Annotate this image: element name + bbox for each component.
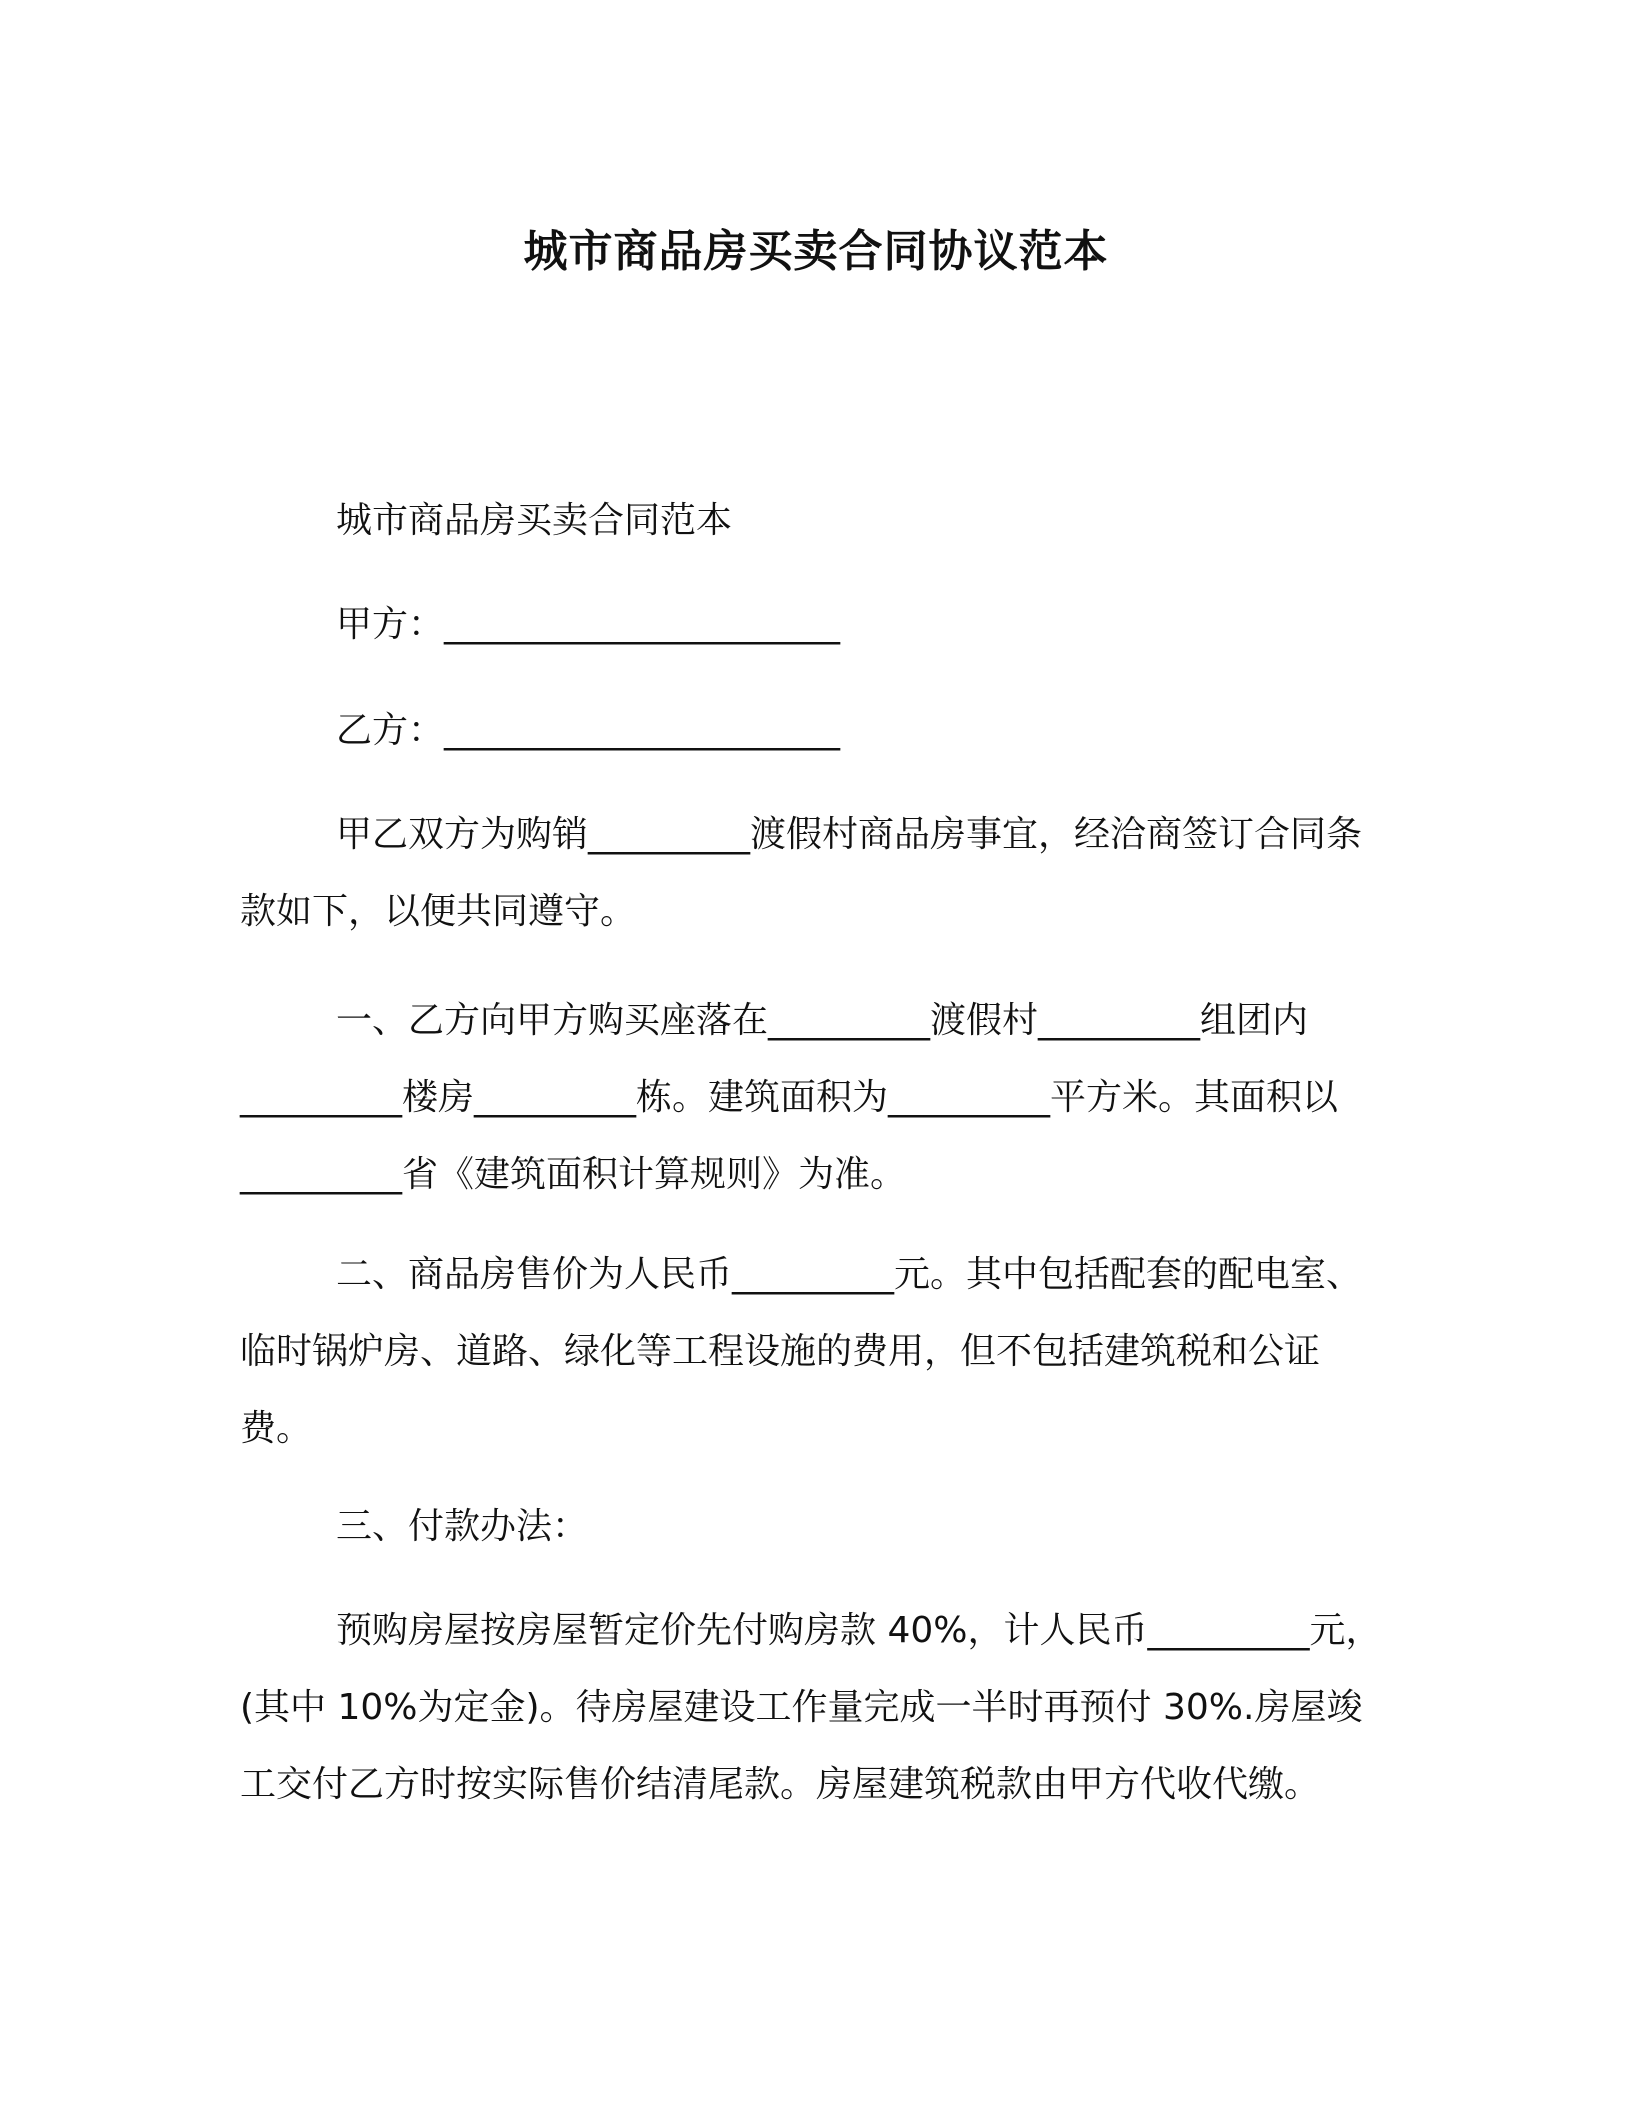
clause-three-heading: 三、付款办法： (336, 1506, 589, 1547)
clause-one-paragraph: 一、乙方向甲方购买座落在_________渡假村_________组团内_________楼房_________栋。建筑面积为_________平方米。其面积以_________省《建筑面积计算规则》为准。 (240, 1000, 1339, 1195)
clause-two-paragraph: 二、商品房售价为人民币_________元。其中包括配套的配电室、临时锅炉房、道路、绿化等工程设施的费用，但不包括建筑税和公证费。 (240, 1254, 1363, 1449)
party-a-line: 甲方：______________________ (336, 604, 841, 645)
clause-three-paragraph: 预购房屋按房屋暂定价先付购房款 40%，计人民币_________元，(其中 10%为定金)。待房屋建设工作量完成一半时再预付 30%.房屋竣工交付乙方时按实际售价结清尾款。房屋建筑税款由甲方代收代缴。 (240, 1610, 1382, 1805)
document-title: 城市商品房买卖合同协议范本 (523, 226, 1109, 277)
intro-paragraph: 甲乙双方为购销_________渡假村商品房事宜，经洽商签订合同条款如下，以便共同遵守。 (240, 814, 1363, 932)
party-b-line: 乙方：______________________ (336, 710, 841, 751)
contract-subtitle: 城市商品房买卖合同范本 (336, 500, 733, 541)
